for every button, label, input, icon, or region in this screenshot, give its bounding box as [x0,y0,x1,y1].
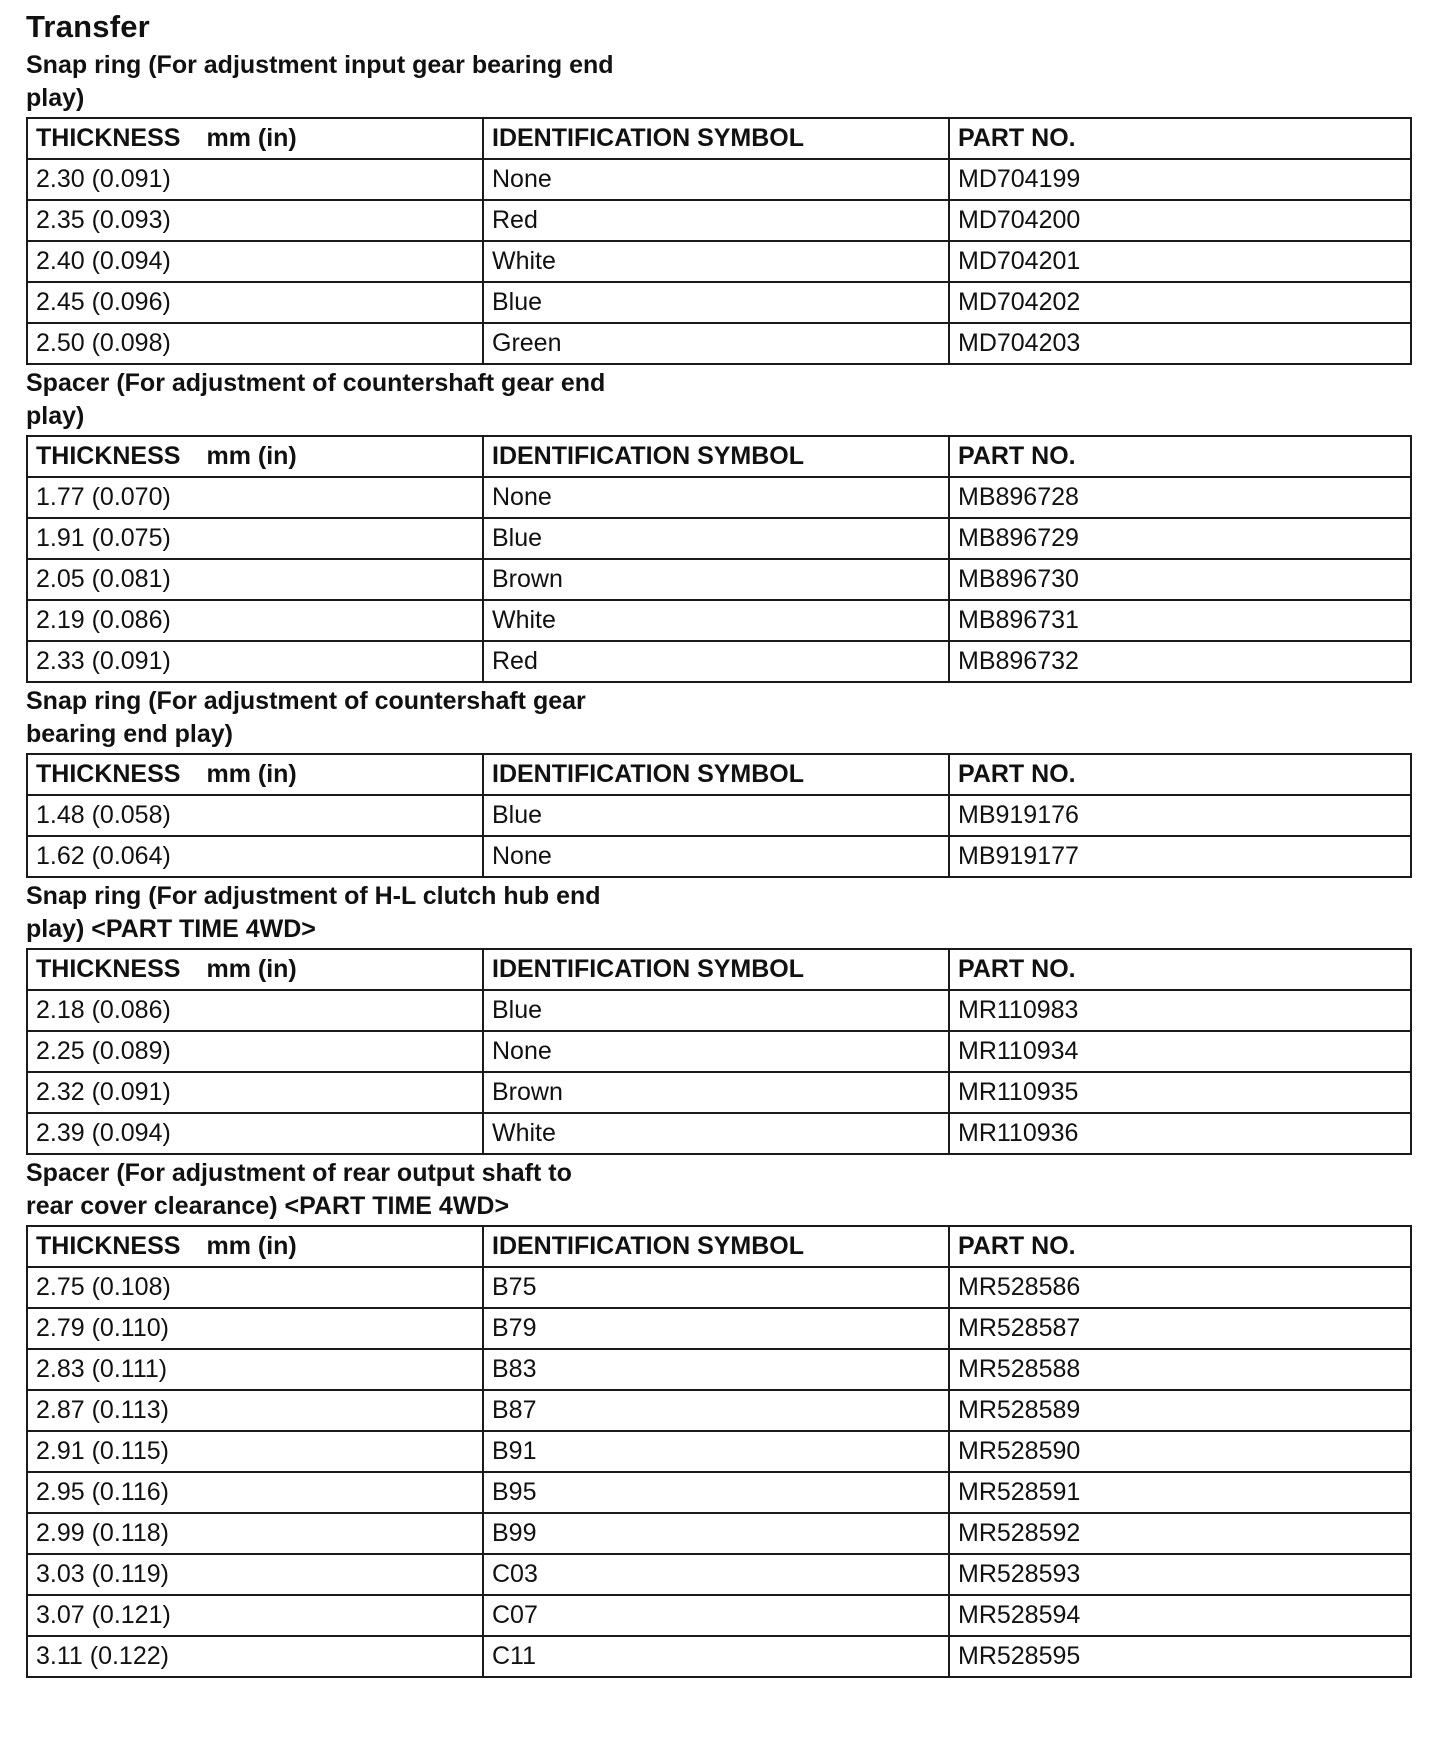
part-number-cell: MB919176 [949,795,1411,836]
symbol-cell: White [483,1113,949,1154]
table-row [27,1554,1411,1595]
thickness-header [27,118,483,159]
part-number-cell: MB896728 [949,477,1411,518]
symbol-cell: None [483,159,949,200]
part-number-cell: MB919177 [949,836,1411,877]
table-row [27,1636,1411,1677]
table-row [27,241,1411,282]
section-heading-line: Spacer (For adjustment of countershaft gear end [26,369,606,397]
thickness-cell: 3.07 (0.121) [27,1595,483,1636]
table-row [27,1431,1411,1472]
table-row [27,477,1411,518]
section-heading [26,685,726,751]
symbol-header: IDENTIFICATION SYMBOL [483,436,949,477]
thickness-cell: 2.39 (0.094) [27,1113,483,1154]
part-number-cell: MB896729 [949,518,1411,559]
thickness-header-label: THICKNESS [36,760,181,788]
symbol-cell: None [483,836,949,877]
part-number-cell: MD704199 [949,159,1411,200]
thickness-cell: 2.33 (0.091) [27,641,483,682]
thickness-header-unit: mm (in) [206,124,297,152]
table-row [27,518,1411,559]
symbol-cell: B83 [483,1349,949,1390]
section-heading-line: play) <PART TIME 4WD> [26,915,316,943]
thickness-cell: 2.87 (0.113) [27,1390,483,1431]
symbol-cell: C03 [483,1554,949,1595]
table-header-row [27,436,1411,477]
section-heading-line: Snap ring (For adjustment of H-L clutch hub end [26,882,601,910]
thickness-header-label: THICKNESS [36,124,181,152]
symbol-cell: Blue [483,518,949,559]
part-number-cell: MR528592 [949,1513,1411,1554]
thickness-cell: 2.75 (0.108) [27,1267,483,1308]
document-page [26,8,1410,1680]
part-number-header: PART NO. [949,436,1411,477]
part-number-cell: MR528588 [949,1349,1411,1390]
part-number-cell: MR528595 [949,1636,1411,1677]
thickness-header-label: THICKNESS [36,1232,181,1260]
part-number-cell: MR110934 [949,1031,1411,1072]
part-number-cell: MR110935 [949,1072,1411,1113]
thickness-cell: 2.18 (0.086) [27,990,483,1031]
section-heading-line: Spacer (For adjustment of rear output shaft to [26,1159,572,1187]
thickness-cell: 2.40 (0.094) [27,241,483,282]
section-heading-line: Snap ring (For adjustment input gear bearing end [26,51,614,79]
thickness-header-label: THICKNESS [36,442,181,470]
symbol-cell: Green [483,323,949,364]
symbol-cell: Brown [483,1072,949,1113]
table-row [27,282,1411,323]
section-heading-line: play) [26,402,85,430]
thickness-cell: 2.79 (0.110) [27,1308,483,1349]
symbol-cell: B91 [483,1431,949,1472]
thickness-header-label: THICKNESS [36,955,181,983]
table-header-row [27,1226,1411,1267]
table-row [27,1072,1411,1113]
spec-table [26,117,1412,365]
table-row [27,559,1411,600]
part-number-header: PART NO. [949,949,1411,990]
thickness-cell: 2.91 (0.115) [27,1431,483,1472]
thickness-cell: 2.19 (0.086) [27,600,483,641]
part-number-cell: MD704200 [949,200,1411,241]
symbol-cell: White [483,241,949,282]
part-number-cell: MR528590 [949,1431,1411,1472]
table-row [27,795,1411,836]
thickness-cell: 2.32 (0.091) [27,1072,483,1113]
table-row [27,1513,1411,1554]
table-row [27,600,1411,641]
spec-table [26,753,1412,878]
part-number-cell: MD704202 [949,282,1411,323]
spec-table [26,948,1412,1155]
part-number-cell: MR528593 [949,1554,1411,1595]
part-number-cell: MR110983 [949,990,1411,1031]
part-number-cell: MD704203 [949,323,1411,364]
part-number-header: PART NO. [949,1226,1411,1267]
table-header-row [27,949,1411,990]
symbol-cell: B87 [483,1390,949,1431]
spec-table [26,1225,1412,1678]
table-row [27,990,1411,1031]
thickness-cell: 2.95 (0.116) [27,1472,483,1513]
thickness-cell: 1.77 (0.070) [27,477,483,518]
spec-table [26,435,1412,683]
symbol-cell: Red [483,200,949,241]
table-row [27,200,1411,241]
table-row [27,836,1411,877]
part-number-cell: MB896732 [949,641,1411,682]
symbol-cell: Red [483,641,949,682]
part-number-cell: MR528589 [949,1390,1411,1431]
thickness-cell: 2.83 (0.111) [27,1349,483,1390]
section-heading [26,880,726,946]
thickness-cell: 2.05 (0.081) [27,559,483,600]
symbol-header: IDENTIFICATION SYMBOL [483,118,949,159]
sections-container [26,49,1410,1678]
symbol-cell: Brown [483,559,949,600]
thickness-cell: 1.48 (0.058) [27,795,483,836]
symbol-header: IDENTIFICATION SYMBOL [483,754,949,795]
part-number-cell: MR528587 [949,1308,1411,1349]
table-row [27,1472,1411,1513]
part-number-header: PART NO. [949,754,1411,795]
thickness-cell: 2.45 (0.096) [27,282,483,323]
thickness-header-unit: mm (in) [206,955,297,983]
table-row [27,1349,1411,1390]
thickness-cell: 1.91 (0.075) [27,518,483,559]
table-row [27,1595,1411,1636]
thickness-header [27,754,483,795]
thickness-cell: 2.30 (0.091) [27,159,483,200]
part-number-cell: MR528586 [949,1267,1411,1308]
thickness-header [27,436,483,477]
section-heading-line: Snap ring (For adjustment of countershaft gear [26,687,586,715]
table-row [27,159,1411,200]
symbol-cell: Blue [483,282,949,323]
thickness-header-unit: mm (in) [206,442,297,470]
symbol-cell: B79 [483,1308,949,1349]
symbol-cell: C11 [483,1636,949,1677]
thickness-cell: 2.25 (0.089) [27,1031,483,1072]
table-row [27,1031,1411,1072]
symbol-cell: White [483,600,949,641]
thickness-cell: 1.62 (0.064) [27,836,483,877]
part-number-cell: MB896730 [949,559,1411,600]
thickness-cell: 2.50 (0.098) [27,323,483,364]
symbol-cell: B95 [483,1472,949,1513]
table-row [27,323,1411,364]
part-number-cell: MB896731 [949,600,1411,641]
section-heading [26,1157,726,1223]
section-heading [26,49,726,115]
thickness-header [27,949,483,990]
thickness-cell: 3.03 (0.119) [27,1554,483,1595]
section-heading-line: bearing end play) [26,720,233,748]
part-number-cell: MD704201 [949,241,1411,282]
table-row [27,641,1411,682]
table-header-row [27,754,1411,795]
symbol-cell: None [483,477,949,518]
table-row [27,1308,1411,1349]
thickness-cell: 3.11 (0.122) [27,1636,483,1677]
symbol-cell: C07 [483,1595,949,1636]
symbol-cell: Blue [483,990,949,1031]
symbol-cell: B99 [483,1513,949,1554]
symbol-cell: None [483,1031,949,1072]
thickness-header-unit: mm (in) [206,1232,297,1260]
symbol-header: IDENTIFICATION SYMBOL [483,1226,949,1267]
page-title: Transfer [26,9,150,44]
table-row [27,1113,1411,1154]
thickness-cell: 2.35 (0.093) [27,200,483,241]
symbol-header: IDENTIFICATION SYMBOL [483,949,949,990]
thickness-header-unit: mm (in) [206,760,297,788]
symbol-cell: B75 [483,1267,949,1308]
section-heading-line: rear cover clearance) <PART TIME 4WD> [26,1192,510,1220]
section-heading [26,367,726,433]
part-number-cell: MR528591 [949,1472,1411,1513]
part-number-cell: MR528594 [949,1595,1411,1636]
table-row [27,1267,1411,1308]
part-number-cell: MR110936 [949,1113,1411,1154]
symbol-cell: Blue [483,795,949,836]
thickness-header [27,1226,483,1267]
thickness-cell: 2.99 (0.118) [27,1513,483,1554]
part-number-header: PART NO. [949,118,1411,159]
table-row [27,1390,1411,1431]
section-heading-line: play) [26,84,85,112]
table-header-row [27,118,1411,159]
